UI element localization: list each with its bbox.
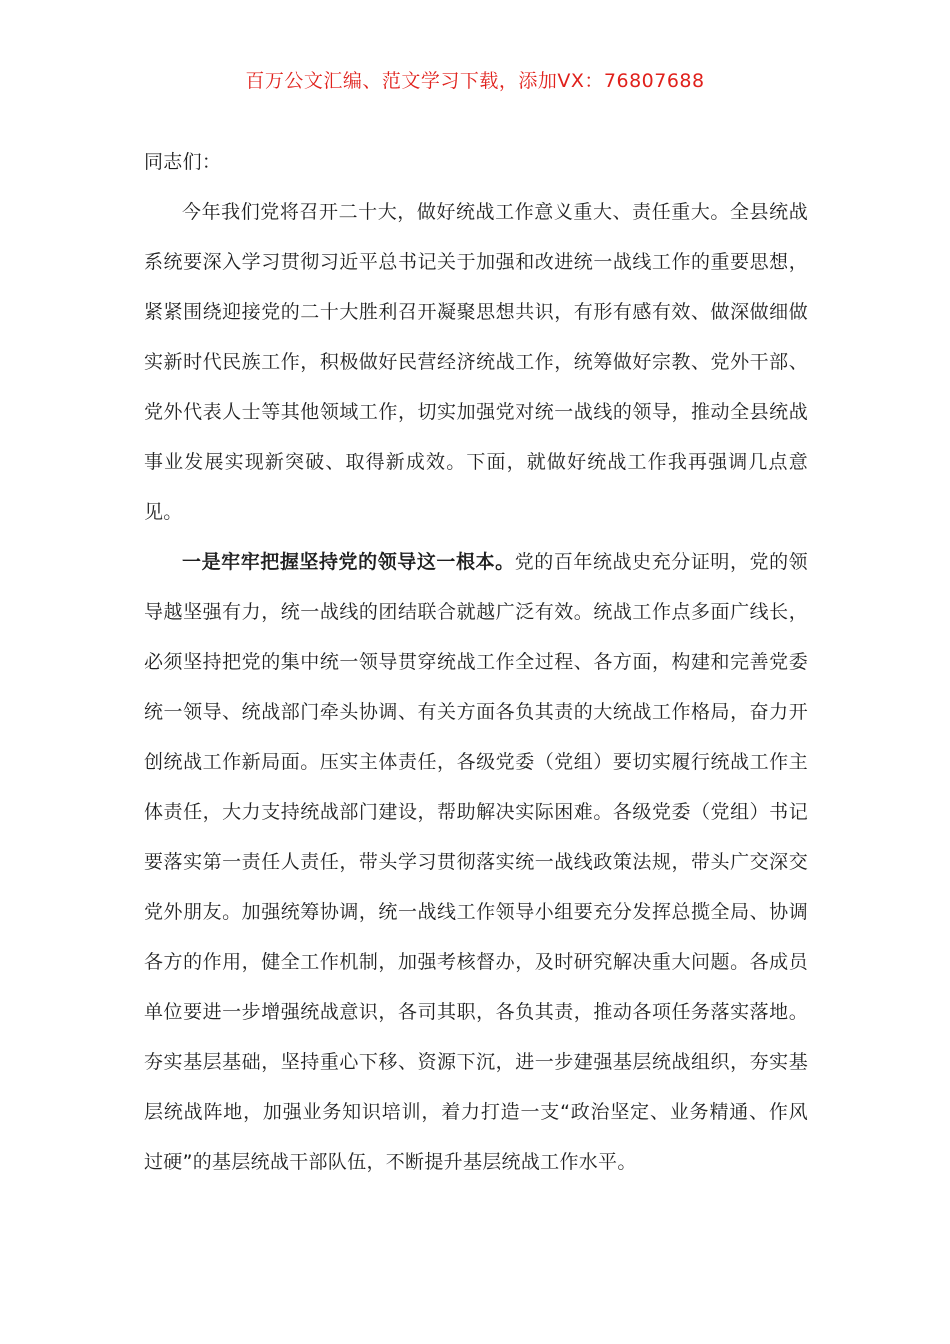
paragraph-intro: [144, 187, 808, 537]
salutation: 同志们：: [144, 151, 222, 173]
paragraph-point-one: [144, 537, 808, 1187]
paragraph-point-one-text: 党的百年统战史充分证明，党的领导越坚强有力，统一战线的团结联合就越广泛有效。统战工作点多面广线长，必须坚持把党的集中统一领导贯穿统战工作全过程、各方面，构建和完善党委统一领导、统战部门牵头协调、有关方面各负其责的大统战工作格局，奋力开创统战工作新局面。压实主体责任，各级党委（党组）要切实履行统战工作主体责任，大力支持统战部门建设，帮助解决实际困难。各级党委（党组）书记要落实第一责任人责任，带头学习贯彻落实统一战线政策法规，带头广交深交党外朋友。加强统筹协调，统一战线工作领导小组要充分发挥总揽全局、协调各方的作用，健全工作机制，加强考核督办，及时研究解决重大问题。各成员单位要进一步增强统战意识，各司其职，各负其责，推动各项任务落实落地。夯实基层基础，坚持重心下移、资源下沉，进一步建强基层统战组织，夯实基层统战阵地，加强业务知识培训，着力打造一支“政治坚定、业务精通、作风过硬”的基层统战干部队伍，不断提升基层统战工作水平。: [144, 551, 808, 1173]
document-body: [144, 137, 808, 1187]
paragraph-point-one-lead: 一是牢牢把握坚持党的领导这一根本。: [182, 551, 515, 573]
header-banner: 百万公文汇编、范文学习下载，添加VX：76807688: [245, 70, 705, 92]
paragraph-intro-text: 今年我们党将召开二十大，做好统战工作意义重大、责任重大。全县统战系统要深入学习贯彻习近平总书记关于加强和改进统一战线工作的重要思想，紧紧围绕迎接党的二十大胜利召开凝聚思想共识，有形有感有效、做深做细做实新时代民族工作，积极做好民营经济统战工作，统筹做好宗教、党外干部、党外代表人士等其他领域工作，切实加强党对统一战线的领导，推动全县统战事业发展实现新突破、取得新成效。下面，就做好统战工作我再强调几点意见。: [144, 201, 808, 523]
